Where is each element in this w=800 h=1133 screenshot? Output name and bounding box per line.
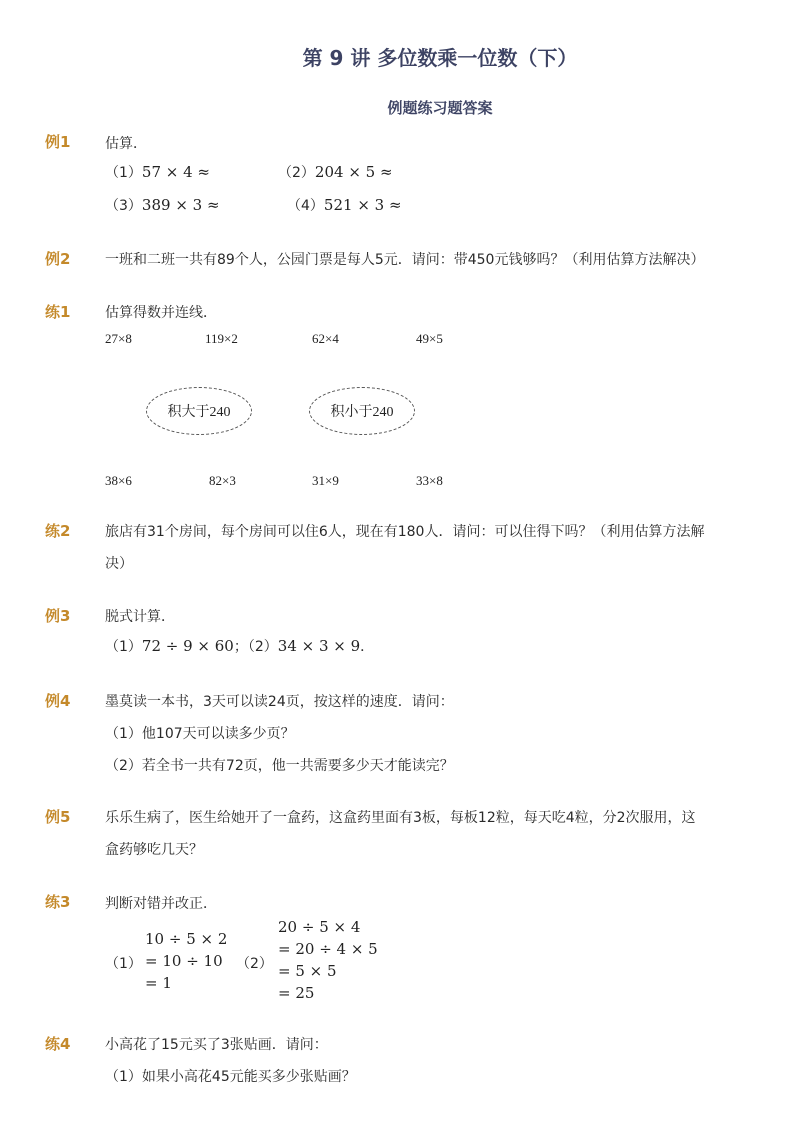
example-1-item-4 [287,195,402,215]
example-3-expression-line [105,636,374,656]
page-title: 第 9 讲 多位数乘一位数（下） [302,46,578,70]
calc-line: 10 ÷ 5 × 2 [145,930,228,948]
example-4-label: 例4 [45,692,71,710]
calculation-block-1 [145,928,227,994]
practice-2-text-line-1: 旅店有31个房间，每个房间可以住6人，现在有180人．请问：可以住得下吗？（利用估算方法解 [105,524,705,540]
example-3-label: 例3 [45,607,71,625]
product-item: 38×6 [105,473,132,488]
practice-3-label: 练3 [45,893,71,911]
example-3-prompt: 脱式计算． [105,609,175,625]
example-1-item-2 [278,162,393,182]
calc-line: 20 ÷ 5 × 4 [278,918,361,936]
product-item: 82×3 [209,473,236,488]
item-number: （1） [105,639,142,655]
item-number: （2） [278,165,315,181]
practice-1-prompt: 估算得数并连线． [105,305,217,321]
item-number: （1） [105,956,142,972]
calc-line: = 25 [278,984,315,1002]
math-expression: 521 × 3 ≈ [323,196,402,214]
practice-4-prompt: 小高花了15元买了3张贴画．请问： [105,1037,328,1053]
calc-line: = 5 × 5 [278,962,337,980]
example-5-text-line-2: 盒药够吃几天？ [105,842,203,858]
calc-line: = 10 ÷ 10 [145,952,223,970]
math-expression: 34 × 3 × 9 [277,637,361,655]
item-number: （2） [236,956,273,972]
practice-4-question-1: （1）如果小高花45元能买多少张贴画？ [105,1069,356,1085]
practice-4-label: 练4 [45,1035,71,1053]
math-expression: 57 × 4 ≈ [141,163,210,181]
item-number: （1） [105,165,142,181]
example-4-question-1: （1）他107天可以读多少页？ [105,726,295,742]
example-1-prompt: 估算． [105,136,147,152]
calc-line: = 1 [145,974,172,992]
oval-label: 积大于240 [167,405,231,420]
page-subtitle: 例题练习题答案 [387,99,493,117]
product-item: 62×4 [312,331,339,346]
example-4-prompt: 墨莫读一本书，3天可以读24页，按这样的速度．请问： [105,694,454,710]
product-item: 49×5 [416,331,443,346]
oval-label: 积小于240 [330,405,394,420]
math-expression: 389 × 3 ≈ [141,196,220,214]
product-item: 33×8 [416,473,443,488]
practice-1-label: 练1 [45,303,71,321]
example-5-text-line-1: 乐乐生病了，医生给她开了一盒药，这盒药里面有3板，每板12粒，每天吃4粒，分2次服用，这 [105,810,696,826]
product-item: 31×9 [312,473,339,488]
product-item: 27×8 [105,331,132,346]
calculation-block-2 [278,916,378,1004]
item-end: ． [360,639,375,655]
item-number: （4） [287,198,324,214]
example-1-item-3 [105,195,220,215]
practice-2-text-line-2: 决） [105,556,133,572]
calc-line: = 20 ÷ 4 × 5 [278,940,378,958]
example-2-label: 例2 [45,250,71,268]
product-item: 119×2 [205,331,238,346]
math-expression: 204 × 5 ≈ [314,163,393,181]
oval-less-than-240 [309,387,415,435]
practice-2-label: 练2 [45,522,71,540]
example-5-label: 例5 [45,808,71,826]
item-number: （3） [105,198,142,214]
example-1-label: 例1 [45,133,71,151]
math-expression: 72 ÷ 9 × 60 [141,637,234,655]
example-2-text: 一班和二班一共有89个人，公园门票是每人5元．请问：带450元钱够吗？（利用估算方法解决） [105,252,705,268]
item-separator: ；（2） [233,639,278,655]
example-4-question-2: （2）若全书一共有72页，他一共需要多少天才能读完？ [105,758,454,774]
practice-3-prompt: 判断对错并改正． [105,896,217,912]
example-1-item-1 [105,162,210,182]
oval-greater-than-240 [146,387,252,435]
